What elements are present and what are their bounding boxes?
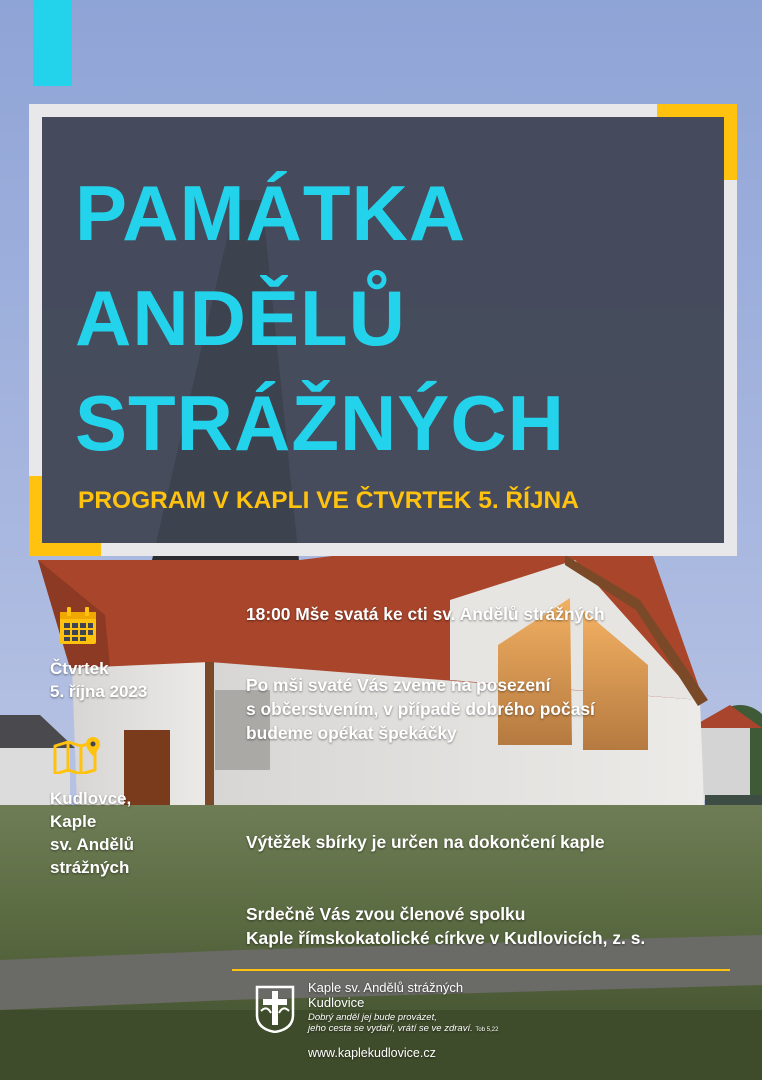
event-day: Čtvrtek xyxy=(50,659,109,678)
footer-website-link[interactable]: www.kaplekudlovice.cz xyxy=(308,1046,436,1060)
main-title xyxy=(75,161,715,476)
program-mass-text: 18:00 Mše svatá ke cti sv. Andělů strážných xyxy=(246,604,605,624)
program-invitation xyxy=(246,902,746,950)
gathering-line-1: Po mši svaté Vás zveme na posezení xyxy=(246,675,551,695)
footer-motto-source: Tob 5,22 xyxy=(475,1027,499,1033)
place-line-1: Kudlovce, xyxy=(50,789,132,808)
place-line-2: Kaple xyxy=(50,812,97,831)
calendar-icon xyxy=(58,606,98,646)
footer-divider xyxy=(232,969,730,971)
title-line-2: ANDĚLŮ xyxy=(75,274,406,362)
map-location-icon xyxy=(53,736,103,774)
invitation-line-1: Srdečně Vás zvou členové spolku xyxy=(246,904,526,924)
footer-organization xyxy=(308,980,463,1010)
footer-org-line-2: Kudlovice xyxy=(308,995,365,1010)
yellow-corner-bottom-left-vertical xyxy=(29,476,42,556)
footer-motto-line-2-text: jeho cesta se vydaří, vrátí se ve zdraví. xyxy=(308,1023,473,1034)
gathering-line-2: s občerstvením, v případě dobrého počasí xyxy=(246,699,595,719)
event-date-value: 5. října 2023 xyxy=(50,682,148,701)
footer-motto-line-2 xyxy=(308,1023,498,1036)
yellow-corner-top-right-vertical xyxy=(724,104,737,180)
cyan-accent-bar xyxy=(33,0,72,86)
footer-motto-line-1: Dobrý anděl jej bude provázet, xyxy=(308,1012,437,1023)
invitation-line-2: Kaple římskokatolické církve v Kudlovicích, z. s. xyxy=(246,928,646,948)
program-gathering xyxy=(246,673,746,745)
footer-org-line-1: Kaple sv. Andělů strážných xyxy=(308,980,464,995)
place-line-3: sv. Andělů xyxy=(50,835,135,854)
event-place xyxy=(50,787,134,879)
title-line-3: STRÁŽNÝCH xyxy=(75,379,565,467)
program-mass xyxy=(246,602,746,626)
chapel-logo-icon xyxy=(251,981,299,1033)
title-line-1: PAMÁTKA xyxy=(75,169,467,257)
footer-motto xyxy=(308,1012,498,1036)
event-date xyxy=(50,657,147,703)
subtitle: PROGRAM V KAPLI VE ČTVRTEK 5. ŘÍJNA xyxy=(78,487,579,514)
collection-text: Výtěžek sbírky je určen na dokončení kaple xyxy=(246,832,605,852)
gathering-line-3: budeme opékat špekáčky xyxy=(246,723,457,743)
title-panel xyxy=(42,117,724,543)
place-line-4: strážných xyxy=(50,858,130,877)
program-collection xyxy=(246,830,746,854)
